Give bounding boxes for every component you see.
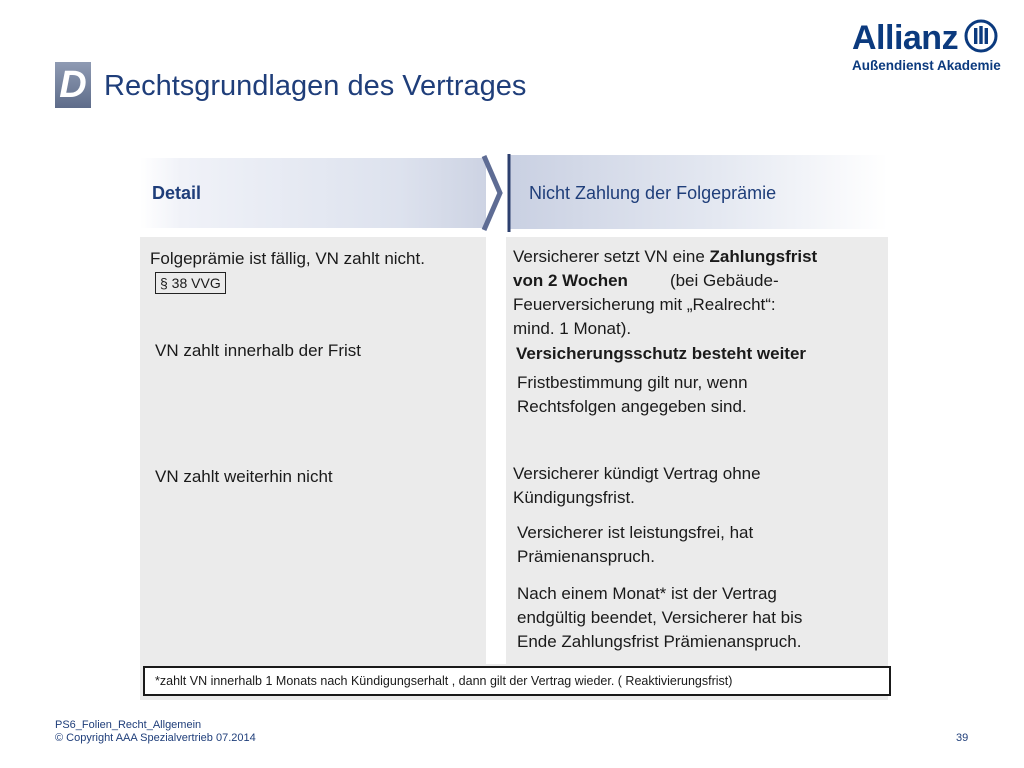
deadline-bold: Zahlungsfrist: [709, 247, 818, 266]
month-line-2: endgültig beendet, Versicherer hat bis: [517, 608, 803, 627]
right-coverage-continues: Versicherungsschutz besteht weiter: [516, 344, 807, 363]
right-block-deadline: [513, 245, 883, 341]
deadline-note: (bei Gebäude-: [669, 271, 779, 290]
right-block-rule: [517, 371, 748, 419]
deadline-duration: von 2 Wochen: [513, 271, 628, 290]
rule-line-1: Fristbestimmung gilt nur, wenn: [517, 373, 748, 392]
termination-line-1: Versicherer kündigt Vertrag ohne: [513, 464, 761, 483]
allianz-eagle-logo-icon: [964, 19, 998, 53]
section-badge: D: [55, 62, 91, 108]
vvg-reference-badge: § 38 VVG: [155, 272, 226, 294]
chevron-right-icon: [478, 152, 514, 234]
left-item-pays: VN zahlt innerhalb der Frist: [155, 341, 361, 360]
topic-header-label: Nicht Zahlung der Folgeprämie: [529, 183, 777, 203]
deadline-note-line: Feuerversicherung mit „Realrecht“:: [513, 295, 776, 314]
left-panel: [140, 237, 486, 669]
logo-subtitle: Außendienst Akademie: [852, 58, 1001, 73]
footer-copyright: © Copyright AAA Spezialvertrieb 07.2014: [55, 732, 256, 744]
free-line-1: Versicherer ist leistungsfrei, hat: [517, 523, 754, 542]
page-title: Rechtsgrundlagen des Vertrages: [104, 70, 527, 102]
footer-page-number: 39: [956, 732, 969, 744]
month-line-1: Nach einem Monat* ist der Vertrag: [517, 584, 777, 603]
detail-header-label: Detail: [152, 183, 202, 203]
rule-line-2: Rechtsfolgen angegeben sind.: [517, 397, 747, 416]
deadline-min: mind. 1 Monat).: [513, 319, 632, 338]
allianz-logo-text: Allianz: [852, 19, 959, 57]
footnote-box: *zahlt VN innerhalb 1 Monats nach Kündigungserhalt , dann gilt der Vertrag wieder. ( Reaktivierungsfrist): [143, 666, 891, 696]
left-item-not-pays: VN zahlt weiterhin nicht: [155, 467, 333, 486]
free-line-2: Prämienanspruch.: [517, 547, 655, 566]
right-block-termination: [513, 462, 761, 510]
termination-line-2: Kündigungsfrist.: [513, 488, 635, 507]
footer-filename: PS6_Folien_Recht_Allgemein: [55, 719, 202, 731]
right-block-free-of-benefit: [517, 521, 753, 569]
deadline-text: Versicherer setzt VN eine: [513, 247, 710, 266]
month-line-3: Ende Zahlungsfrist Prämienanspruch.: [517, 632, 802, 651]
left-item-due: Folgeprämie ist fällig, VN zahlt nicht.: [150, 249, 425, 268]
right-block-after-month: [517, 582, 802, 654]
